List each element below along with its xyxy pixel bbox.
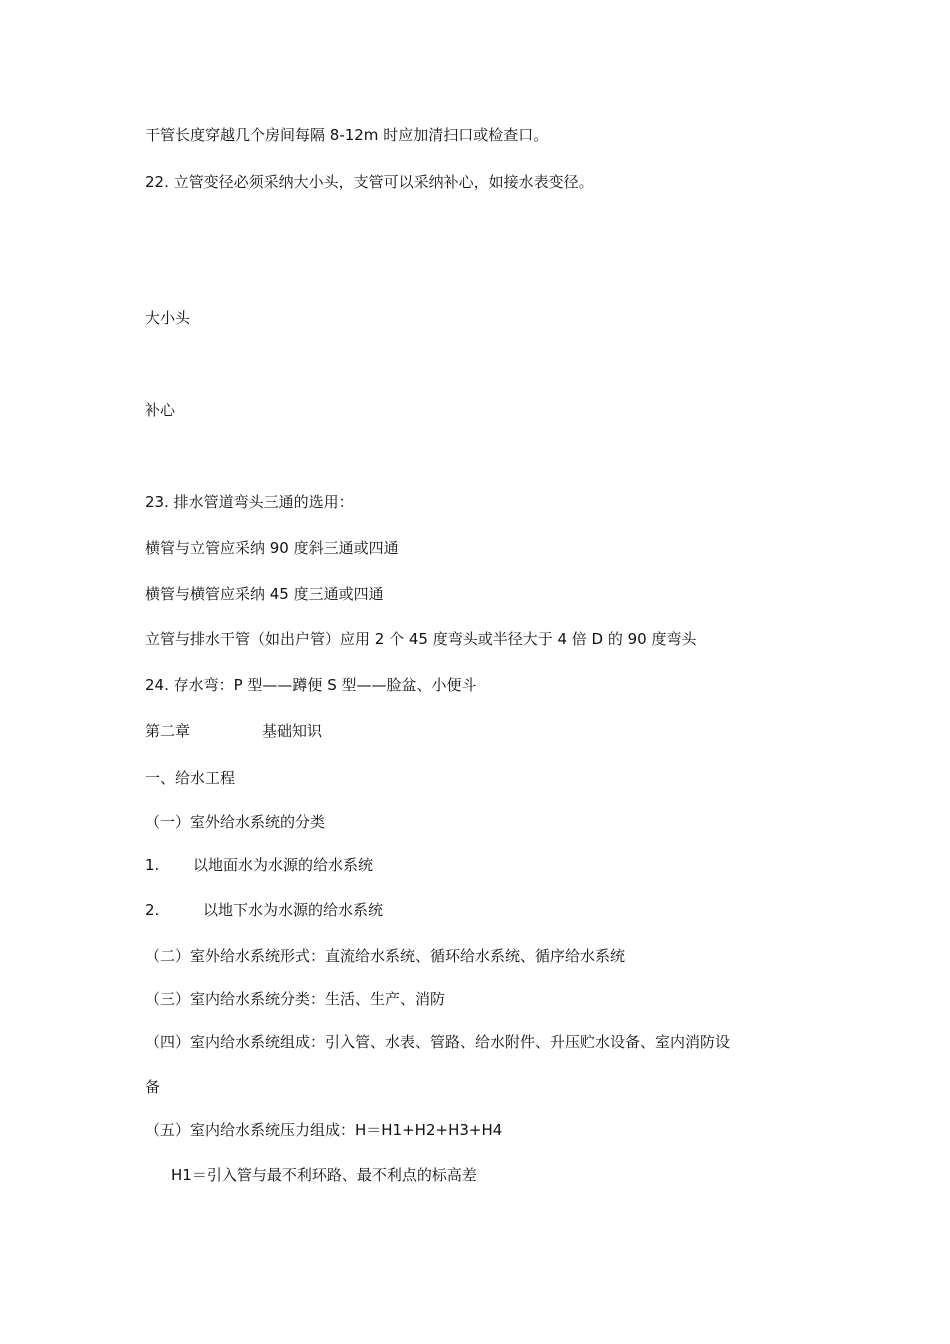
subsection-3: （三）室内给水系统分类：生活、生产、消防 [145, 990, 446, 1008]
list-text-1: 以地面水为水源的给水系统 [193, 856, 374, 874]
list-number-2: 2. [145, 901, 160, 919]
text-line-24: 24. 存水弯：P 型——蹲便 S 型——脸盆、小便斗 [145, 676, 477, 694]
h1-definition: H1＝引入管与最不利环路、最不利点的标高差 [171, 1166, 477, 1184]
chapter-heading [145, 721, 322, 741]
text-line-23: 23. 排水管道弯头三通的选用： [145, 493, 354, 511]
subsection-2: （二）室外给水系统形式：直流给水系统、循环给水系统、循序给水系统 [145, 947, 626, 965]
label-bushing: 补心 [145, 401, 176, 419]
chapter-title: 基础知识 [262, 722, 323, 740]
subsection-5: （五）室内给水系统压力组成：H＝H1+H2+H3+H4 [145, 1121, 503, 1139]
label-reducer: 大小头 [145, 309, 191, 327]
text-line-horizontal-vertical: 横管与立管应采纳 90 度斜三通或四通 [145, 539, 399, 557]
list-number-1: 1. [145, 856, 160, 874]
text-line-vertical-main: 立管与排水干管（如出户管）应用 2 个 45 度弯头或半径大于 4 倍 D 的 90 度弯头 [145, 630, 697, 648]
list-item-2 [145, 900, 383, 920]
list-text-2: 以地下水为水源的给水系统 [203, 901, 384, 919]
subsection-1: （一）室外给水系统的分类 [145, 813, 326, 831]
text-line-cleanout: 干管长度穿越几个房间每隔 8-12m 时应加清扫口或检查口。 [145, 126, 549, 144]
text-line-horizontal-horizontal: 横管与横管应采纳 45 度三通或四通 [145, 585, 384, 603]
chapter-number: 第二章 [145, 722, 191, 740]
subsection-4-line-2: 备 [145, 1078, 161, 1096]
text-line-22: 22. 立管变径必须采纳大小头，支管可以采纳补心，如接水表变径。 [145, 173, 594, 191]
subsection-4-line-1: （四）室内给水系统组成：引入管、水表、管路、给水附件、升压贮水设备、室内消防设 [145, 1033, 731, 1051]
list-item-1 [145, 855, 373, 875]
section-heading: 一、给水工程 [145, 769, 236, 787]
